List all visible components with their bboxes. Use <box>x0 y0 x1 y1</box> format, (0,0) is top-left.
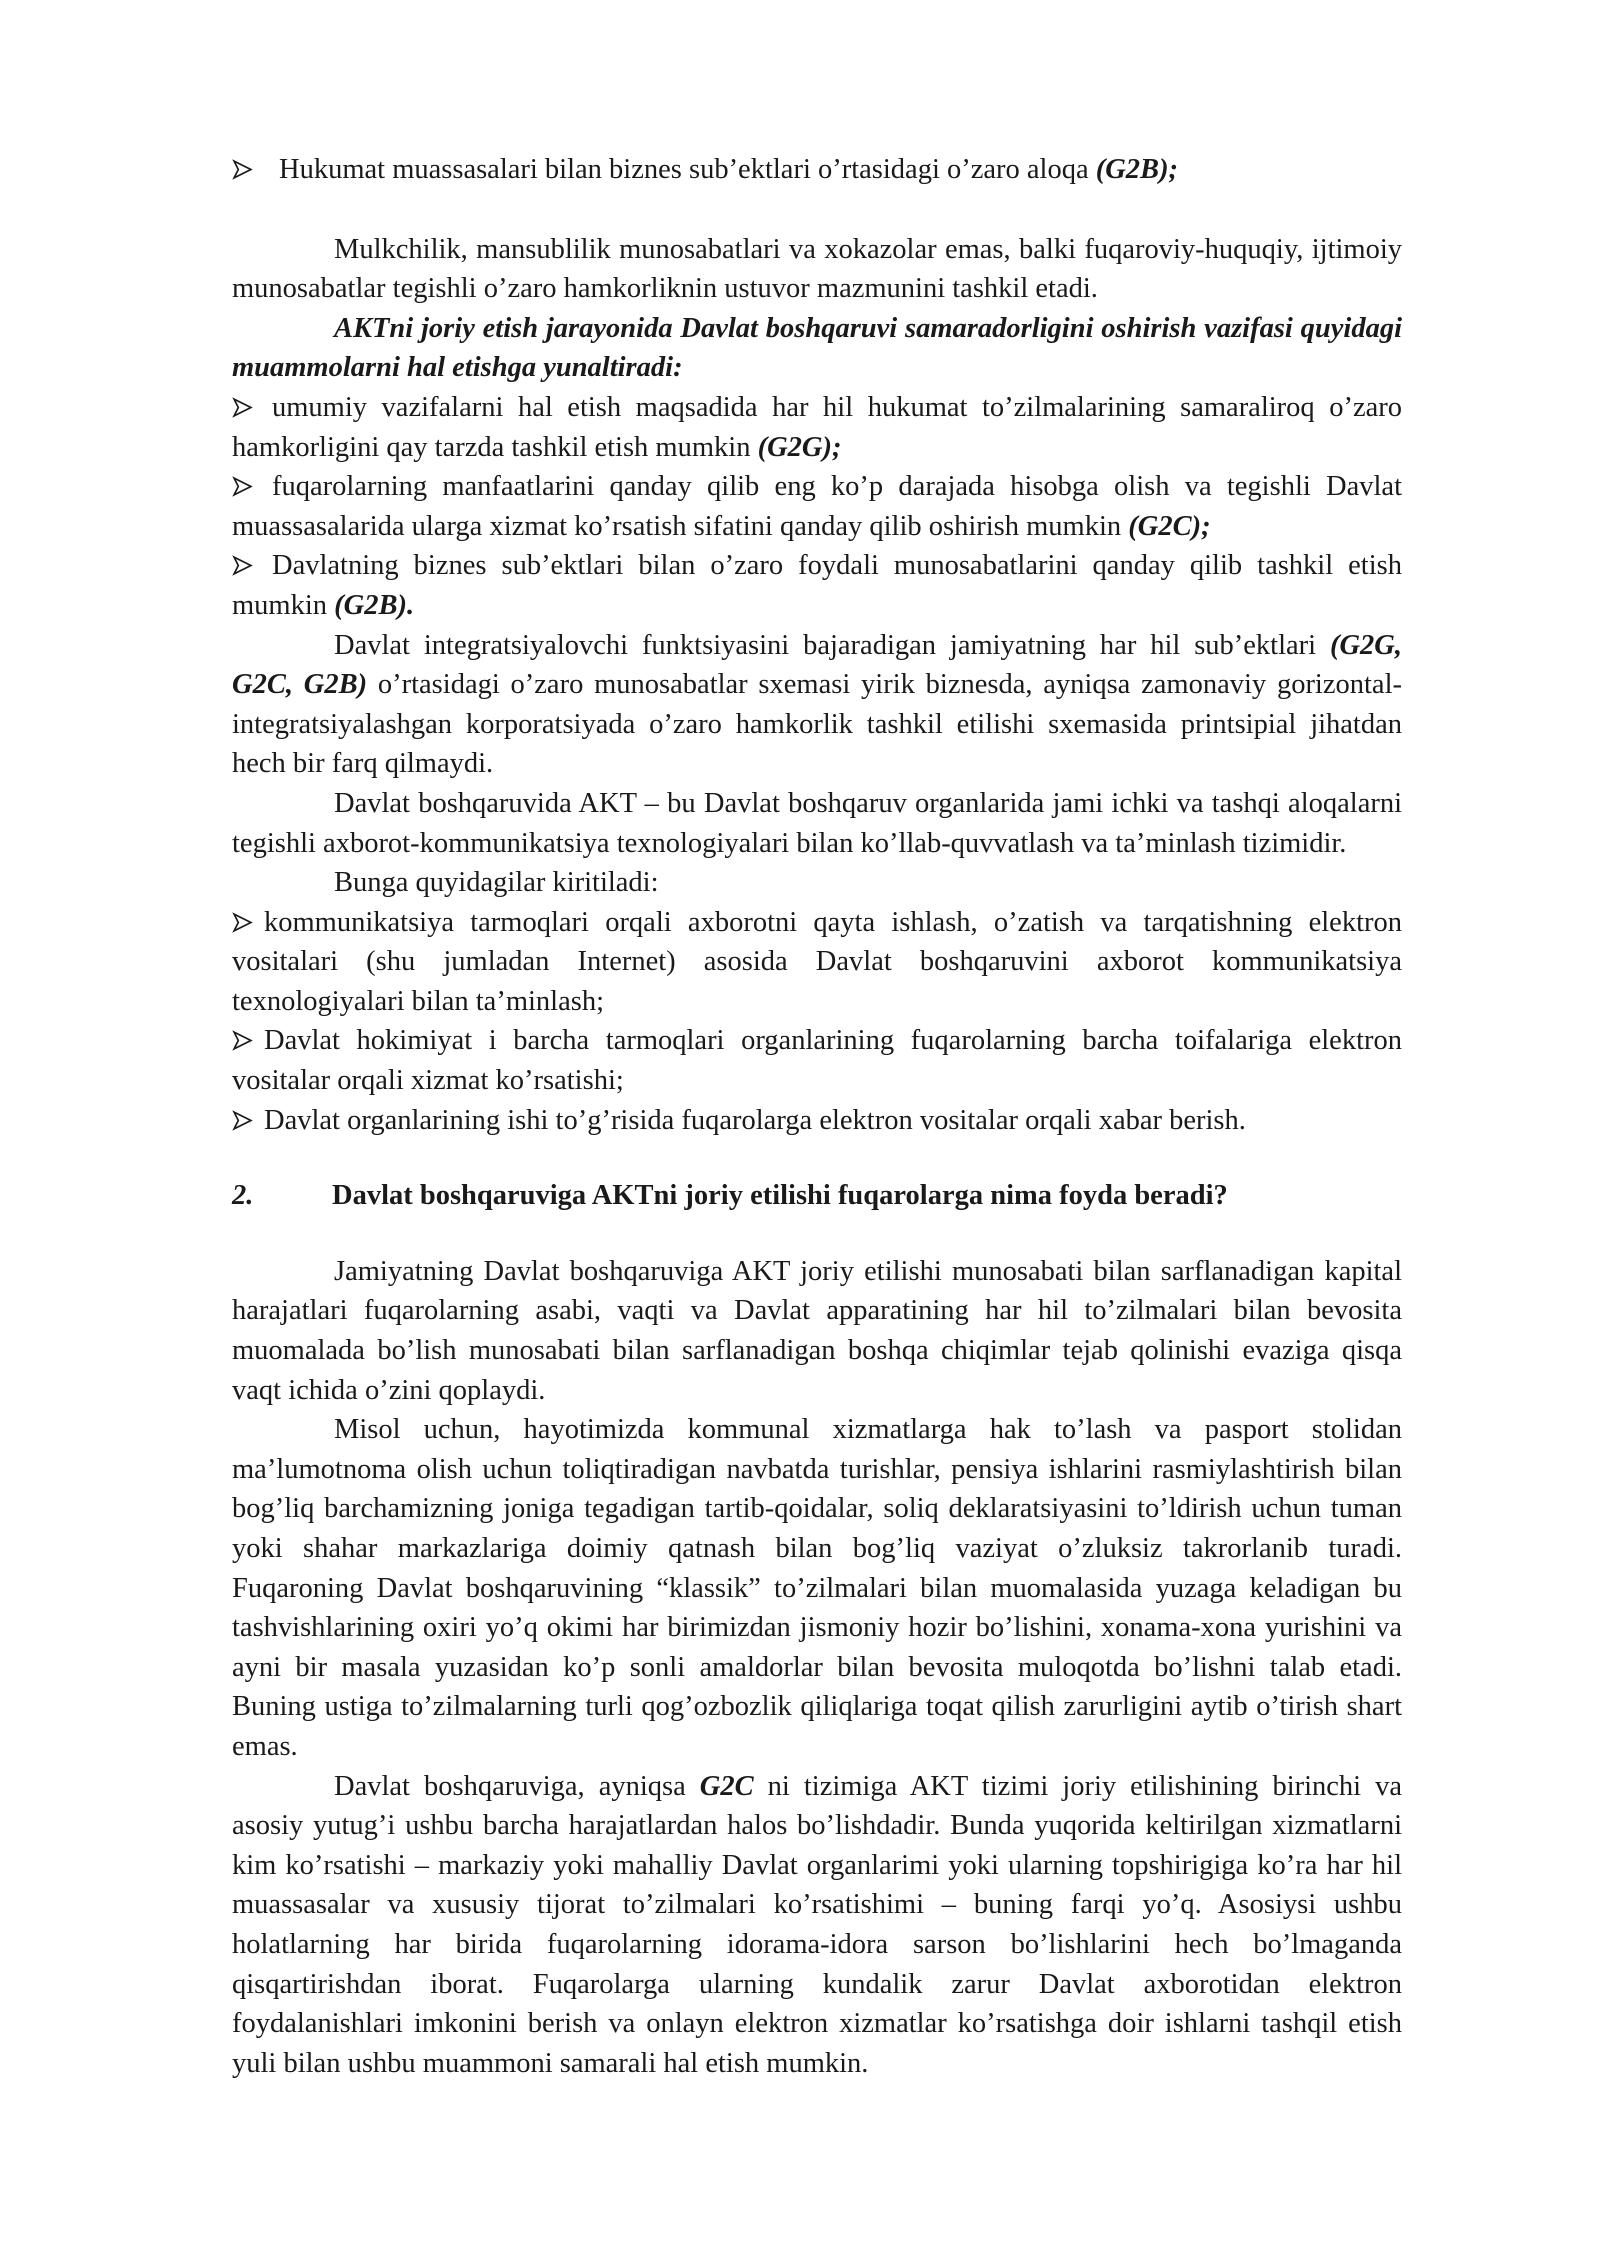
list-item <box>232 1101 1402 1141</box>
arrow-bullet-icon <box>232 388 244 428</box>
emphasized-paragraph: AKTni joriy etish jarayonida Davlat boshqaruvi samaradorligini oshirish vazifasi quyidagi muammolarni hal etishga yunaltiradi: <box>232 312 1402 384</box>
bullet-text: fuqarolarning manfaatlarini qanday qilib eng ko’p darajada hisobga olish va tegishli Davlat muassasalarida ularga xizmat ko’rsatish sifatini qanday qilib oshirish mumkin <box>232 471 1402 542</box>
arrow-bullet-icon <box>232 467 244 507</box>
list-item-text: Davlat organlarining ishi to’g’risida fuqarolarga elektron vositalar orqali xabar berish. <box>264 1104 1246 1136</box>
paragraph-text: Davlat integratsiyalovchi funktsiyasini bajaradigan jamiyatning har hil sub’ektlari <box>334 629 1330 661</box>
list-item-text: Davlat hokimiyat i barcha tarmoqlari organlarining fuqarolarning barcha toifalariga elektron vositalar orqali xizmat ko’rsatishi; <box>232 1025 1402 1097</box>
paragraph-tag: G2C <box>699 1770 754 1802</box>
list-item <box>232 1021 1402 1100</box>
bullet-text: umumiy vazifalarni hal etish maqsadida har hil hukumat to’zilmalarining samaraliroq o’zaro hamkorligini qay tarzda tashkil etish mumkin <box>232 391 1402 463</box>
bullet-text: Davlatning biznes sub’ektlari bilan o’zaro foydali munosabatlarini qanday qilib tashkil etish mumkin <box>232 550 1402 621</box>
paragraph: Mulkchilik, mansublilik munosabatlari va xokazolar emas, balki fuqaroviy-huquqiy, ijtimoiy munosabatlar tegishli o’zaro hamkorliknin ustuvor mazmunini tashkil etadi. <box>232 233 1402 305</box>
paragraph: Davlat boshqaruvida AKT – bu Davlat boshqaruv organlarida jami ichki va tashqi aloqalarni tegishli axborot-kommunikatsiya texnologiyalari bilan ko’llab-quvvatlash va ta’minlash tizimidir. <box>232 787 1402 859</box>
document-page <box>232 150 1402 2083</box>
paragraph-text: Davlat boshqaruviga, ayniqsa <box>334 1770 700 1802</box>
bullet-g2b <box>232 546 1402 625</box>
paragraph-text: ni tizimiga AKT tizimi joriy etilishining birinchi va asosiy yutug’i ushbu barcha harajatlardan halos bo’lishdadir. Bunda yuqorida keltirilgan xizmatlarni kim ko’rsatishi – markaziy yoki mahalliy Davlat organlarimi yoki ularning topshirigiga ko’ra har hil muassasalar va xususiy tijorat to’zilmalari ko’rsatishimi – buning farqi yo’q. Asosiysi ushbu holatlarning har birida fuqarolarning idorama-idora sarson bo’lishlarini hech bo’lmaganda qisqartirishdan iborat. Fuqarolarga ularning kundalik zarur Davlat axborotidan elektron foydalanishlari imkonini berish va onlayn elektron xizmatlar ko’rsatishga doir ishlarni tashqil etish yuli bilan ushbu muammoni samarali hal etish mumkin. <box>232 1770 1403 2079</box>
arrow-bullet-icon <box>232 546 244 586</box>
list-item-text: kommunikatsiya tarmoqlari orqali axborotni qayta ishlash, o’zatish va tarqatishning elektron vositalari (shu jumladan Internet) asosida Davlat boshqaruvini axborot kommunikatsiya texnologiyalari bilan ta’minlash; <box>232 906 1402 1017</box>
list-item <box>232 903 1402 1022</box>
section-title: Davlat boshqaruviga AKTni joriy etilishi fuqarolarga nima foyda beradi? <box>332 1180 1228 1212</box>
section-heading <box>232 1176 1402 1216</box>
paragraph: Jamiyatning Davlat boshqaruviga AKT joriy etilishi munosabati bilan sarflanadigan kapital harajatlari fuqarolarning asabi, vaqti va Davlat apparatining har hil to’zilmalari bilan bevosita muomalada bo’lish munosabati bilan sarflanadigan boshqa chiqimlar tejab qolinishi evaziga qisqa vaqt ichida o’zini qoplaydi. <box>232 1255 1402 1406</box>
paragraph: Misol uchun, hayotimizda kommunal xizmatlarga hak to’lash va pasport stolidan ma’lumotnoma olish uchun toliqtiradigan navbatda turishlar, pensiya ishlarini rasmiylashtirish bilan bog’liq barchamizning joniga tegadigan tartib-qoidalar, soliq deklaratsiyasini to’ldirish uchun tuman yoki shahar markazlariga doimiy qatnash bilan bog’liq vaziyat o’zluksiz takrorlanib turadi. Fuqaroning Davlat boshqaruvining “klassik” to’zilmalari bilan muomalasida yuzaga keladigan bu tashvishlarining oxiri yo’q okimi har birimizdan jismoniy hozir bo’lishini, xonama-xona yurishini va ayni bir masala yuzasidan ko’p sonli amaldorlar bilan bevosita muloqotda bo’lishni talab etadi. Buning ustiga to’zilmalarning turli qog’ozbozlik qiliqlariga toqat qilish zarurligini aytib o’tirish shart emas. <box>232 1414 1402 1762</box>
paragraph: Bunga quyidagilar kiritiladi: <box>334 867 659 899</box>
bullet-tag: (G2B). <box>334 589 415 621</box>
bullet-tag: (G2G); <box>757 431 842 463</box>
paragraph <box>232 1767 1402 2084</box>
arrow-bullet-icon <box>232 1021 244 1061</box>
bullet-tag: (G2B); <box>1095 154 1179 185</box>
arrow-bullet-icon <box>232 1101 244 1141</box>
arrow-bullet-icon <box>232 150 244 190</box>
paragraph <box>232 626 1402 784</box>
paragraph-tag: (G2G, G2C, G2B) <box>232 629 1402 701</box>
arrow-bullet-icon <box>232 903 244 943</box>
bullet-g2c <box>232 467 1402 546</box>
bullet-text: Hukumat muassasalari bilan biznes sub’ektlari o’rtasidagi o’zaro aloqa <box>279 154 1096 185</box>
bullet-tag: (G2C); <box>1128 510 1211 542</box>
section-number: 2. <box>232 1180 254 1212</box>
bullet-g2g <box>232 388 1402 467</box>
bullet-g2b-intro <box>232 150 1402 190</box>
paragraph-text: o’rtasidagi o’zaro munosabatlar sxemasi yirik biznesda, ayniqsa zamonaviy gorizontal-integratsiyalashgan korporatsiyada o’zaro hamkorlik tashkil etilishi sxemasida printsipial jihatdan hech bir farq qilmaydi. <box>232 669 1402 780</box>
